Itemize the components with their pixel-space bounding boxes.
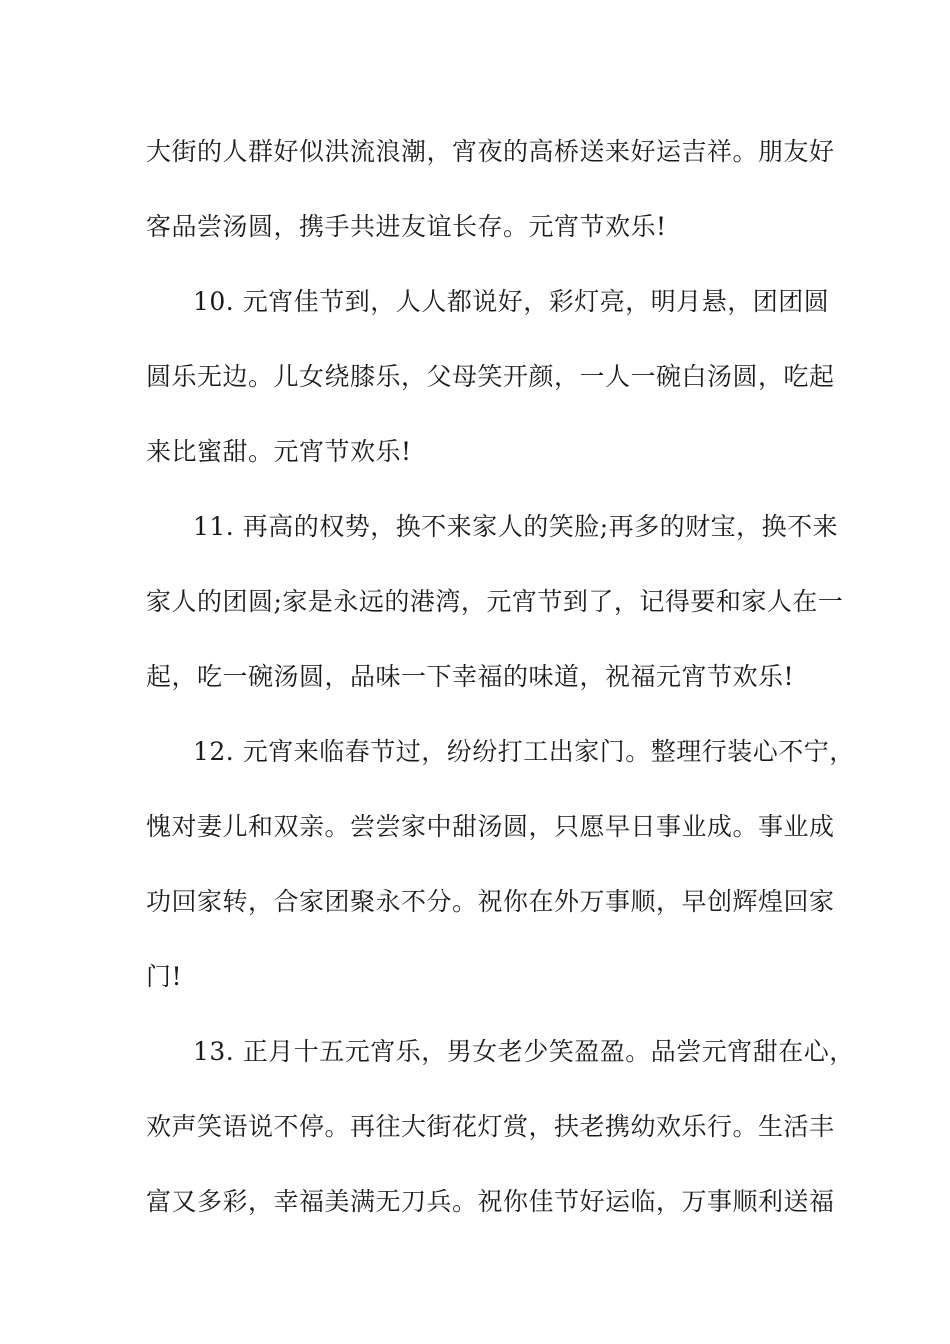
text-line-1: 大街的人群好似洪流浪潮，宵夜的高桥送来好运吉祥。朋友好 <box>146 137 835 166</box>
list-item-12-line-3: 功回家转，合家团聚永不分。祝你在外万事顺，早创辉煌回家 <box>146 887 835 916</box>
list-item-13-line-3: 富又多彩，幸福美满无刀兵。祝你佳节好运临，万事顺利送福 <box>146 1187 835 1216</box>
list-item-11-line-3: 起，吃一碗汤圆，品味一下幸福的味道，祝福元宵节欢乐! <box>146 662 795 691</box>
list-item-12-line-1: 12. 元宵来临春节过，纷纷打工出家门。整理行装心不宁， <box>193 737 855 766</box>
list-item-10-line-2: 圆乐无边。儿女绕膝乐，父母笑开颜，一人一碗白汤圆，吃起 <box>146 362 835 391</box>
list-item-10-line-3: 来比蜜甜。元宵节欢乐! <box>146 437 412 466</box>
text-line-2: 客品尝汤圆，携手共进友谊长存。元宵节欢乐! <box>146 212 667 241</box>
list-item-13-line-1: 13. 正月十五元宵乐，男女老少笑盈盈。品尝元宵甜在心， <box>193 1037 855 1066</box>
list-item-10-line-1: 10. 元宵佳节到，人人都说好，彩灯亮，明月悬，团团圆 <box>193 287 830 316</box>
list-item-12-line-4: 门! <box>146 962 183 991</box>
list-item-12-line-2: 愧对妻儿和双亲。尝尝家中甜汤圆，只愿早日事业成。事业成 <box>146 812 835 841</box>
list-item-11-line-2: 家人的团圆;家是永远的港湾，元宵节到了，记得要和家人在一 <box>146 587 844 616</box>
list-item-11-line-1: 11. 再高的权势，换不来家人的笑脸;再多的财宝，换不来 <box>193 512 839 541</box>
list-item-13-line-2: 欢声笑语说不停。再往大街花灯赏，扶老携幼欢乐行。生活丰 <box>146 1112 835 1141</box>
